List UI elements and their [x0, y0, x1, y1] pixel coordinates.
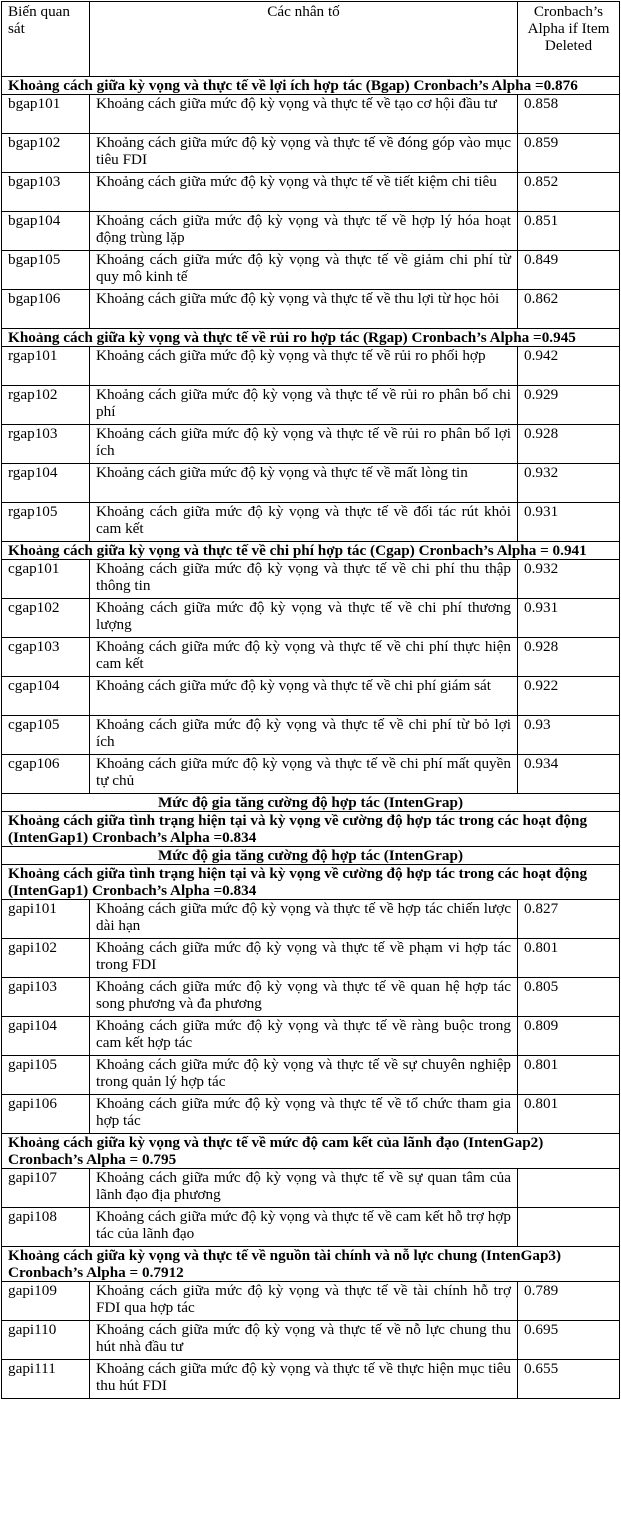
variable-code: cgap102: [2, 599, 90, 638]
section-title: Khoảng cách giữa kỳ vọng và thực tế về chi phí hợp tác (Cgap) Cronbach’s Alpha = 0.941: [2, 542, 620, 560]
table-row: [2, 560, 620, 599]
variable-code: gapi106: [2, 1095, 90, 1134]
table-row: [2, 425, 620, 464]
alpha-if-deleted: [518, 1208, 620, 1247]
section-title: Mức độ gia tăng cường độ hợp tác (IntenGrap): [2, 847, 620, 865]
table-row: [2, 1056, 620, 1095]
section-title: Khoảng cách giữa kỳ vọng và thực tế về mức độ cam kết của lãnh đạo (IntenGap2) Cronbach’s Alpha = 0.795: [2, 1134, 620, 1169]
factor-description: Khoảng cách giữa mức độ kỳ vọng và thực tế về hợp lý hóa hoạt động trùng lặp: [90, 212, 518, 251]
cronbach-alpha-table: [1, 1, 620, 1399]
variable-code: gapi110: [2, 1321, 90, 1360]
variable-code: rgap105: [2, 503, 90, 542]
table-row: [2, 939, 620, 978]
factor-description: Khoảng cách giữa mức độ kỳ vọng và thực tế về chi phí thương lượng: [90, 599, 518, 638]
table-row: [2, 1321, 620, 1360]
section-header-row: [2, 1134, 620, 1169]
alpha-if-deleted: 0.932: [518, 464, 620, 503]
alpha-if-deleted: 0.801: [518, 1056, 620, 1095]
section-title: Khoảng cách giữa kỳ vọng và thực tế về rủi ro hợp tác (Rgap) Cronbach’s Alpha =0.945: [2, 329, 620, 347]
section-header-row: [2, 1247, 620, 1282]
table-row: [2, 251, 620, 290]
variable-code: gapi111: [2, 1360, 90, 1399]
section-header-row: [2, 542, 620, 560]
header-alpha-if-deleted: Cronbach’s Alpha if Item Deleted: [518, 2, 620, 77]
table-row: [2, 1282, 620, 1321]
factor-description: Khoảng cách giữa mức độ kỳ vọng và thực tế về chi phí giám sát: [90, 677, 518, 716]
section-title: Khoảng cách giữa kỳ vọng và thực tế về lợi ích hợp tác (Bgap) Cronbach’s Alpha =0.876: [2, 77, 620, 95]
variable-code: cgap104: [2, 677, 90, 716]
header-factors: Các nhân tố: [90, 2, 518, 77]
factor-description: Khoảng cách giữa mức độ kỳ vọng và thực tế về rủi ro phối hợp: [90, 347, 518, 386]
table-row: [2, 1208, 620, 1247]
factor-description: Khoảng cách giữa mức độ kỳ vọng và thực tế về hợp tác chiến lược dài hạn: [90, 900, 518, 939]
factor-description: Khoảng cách giữa mức độ kỳ vọng và thực tế về rủi ro phân bổ lợi ích: [90, 425, 518, 464]
alpha-if-deleted: 0.932: [518, 560, 620, 599]
section-header-row: [2, 812, 620, 847]
table-row: [2, 464, 620, 503]
variable-code: gapi108: [2, 1208, 90, 1247]
header-variable: Biến quan sát: [2, 2, 90, 77]
factor-description: Khoảng cách giữa mức độ kỳ vọng và thực tế về nỗ lực chung thu hút nhà đầu tư: [90, 1321, 518, 1360]
factor-description: Khoảng cách giữa mức độ kỳ vọng và thực tế về chi phí thu thập thông tin: [90, 560, 518, 599]
variable-code: rgap103: [2, 425, 90, 464]
variable-code: bgap101: [2, 95, 90, 134]
section-header-row: [2, 794, 620, 812]
table-row: [2, 716, 620, 755]
variable-code: rgap104: [2, 464, 90, 503]
variable-code: bgap105: [2, 251, 90, 290]
variable-code: rgap101: [2, 347, 90, 386]
alpha-if-deleted: 0.655: [518, 1360, 620, 1399]
variable-code: gapi105: [2, 1056, 90, 1095]
alpha-if-deleted: 0.801: [518, 1095, 620, 1134]
factor-description: Khoảng cách giữa mức độ kỳ vọng và thực tế về quan hệ hợp tác song phương và đa phương: [90, 978, 518, 1017]
factor-description: Khoảng cách giữa mức độ kỳ vọng và thực tế về thực hiện mục tiêu thu hút FDI: [90, 1360, 518, 1399]
factor-description: Khoảng cách giữa mức độ kỳ vọng và thực tế về sự chuyên nghiệp trong quản lý hợp tác: [90, 1056, 518, 1095]
alpha-if-deleted: 0.849: [518, 251, 620, 290]
variable-code: gapi102: [2, 939, 90, 978]
section-header-row: [2, 865, 620, 900]
table-row: [2, 503, 620, 542]
alpha-if-deleted: 0.858: [518, 95, 620, 134]
factor-description: Khoảng cách giữa mức độ kỳ vọng và thực tế về tổ chức tham gia hợp tác: [90, 1095, 518, 1134]
alpha-if-deleted: 0.862: [518, 290, 620, 329]
factor-description: Khoảng cách giữa mức độ kỳ vọng và thực tế về đóng góp vào mục tiêu FDI: [90, 134, 518, 173]
section-title: Khoảng cách giữa tình trạng hiện tại và kỳ vọng về cường độ hợp tác trong các hoạt động (IntenGap1) Cronbach’s Alpha =0.834: [2, 812, 620, 847]
table-row: [2, 1360, 620, 1399]
factor-description: Khoảng cách giữa mức độ kỳ vọng và thực tế về chi phí mất quyền tự chủ: [90, 755, 518, 794]
table-row: [2, 1017, 620, 1056]
section-title: Khoảng cách giữa kỳ vọng và thực tế về nguồn tài chính và nỗ lực chung (IntenGap3) Cronbach’s Alpha = 0.7912: [2, 1247, 620, 1282]
factor-description: Khoảng cách giữa mức độ kỳ vọng và thực tế về chi phí từ bỏ lợi ích: [90, 716, 518, 755]
alpha-if-deleted: 0.809: [518, 1017, 620, 1056]
alpha-if-deleted: 0.851: [518, 212, 620, 251]
factor-description: Khoảng cách giữa mức độ kỳ vọng và thực tế về tạo cơ hội đầu tư: [90, 95, 518, 134]
factor-description: Khoảng cách giữa mức độ kỳ vọng và thực tế về giảm chi phí từ quy mô kinh tế: [90, 251, 518, 290]
variable-code: bgap103: [2, 173, 90, 212]
table-row: [2, 1095, 620, 1134]
table-row: [2, 347, 620, 386]
alpha-if-deleted: 0.934: [518, 755, 620, 794]
factor-description: Khoảng cách giữa mức độ kỳ vọng và thực tế về phạm vi hợp tác trong FDI: [90, 939, 518, 978]
table-row: [2, 95, 620, 134]
alpha-if-deleted: 0.931: [518, 503, 620, 542]
variable-code: cgap106: [2, 755, 90, 794]
table-row: [2, 134, 620, 173]
section-header-row: [2, 77, 620, 95]
alpha-if-deleted: 0.695: [518, 1321, 620, 1360]
alpha-if-deleted: 0.931: [518, 599, 620, 638]
variable-code: bgap102: [2, 134, 90, 173]
alpha-if-deleted: [518, 1169, 620, 1208]
variable-code: bgap104: [2, 212, 90, 251]
variable-code: rgap102: [2, 386, 90, 425]
variable-code: gapi103: [2, 978, 90, 1017]
table-row: [2, 638, 620, 677]
alpha-if-deleted: 0.942: [518, 347, 620, 386]
factor-description: Khoảng cách giữa mức độ kỳ vọng và thực tế về rủi ro phân bổ chi phí: [90, 386, 518, 425]
variable-code: cgap105: [2, 716, 90, 755]
table-row: [2, 212, 620, 251]
table-row: [2, 290, 620, 329]
alpha-if-deleted: 0.801: [518, 939, 620, 978]
table-row: [2, 755, 620, 794]
table-row: [2, 386, 620, 425]
factor-description: Khoảng cách giữa mức độ kỳ vọng và thực tế về cam kết hỗ trợ hợp tác của lãnh đạo: [90, 1208, 518, 1247]
variable-code: gapi109: [2, 1282, 90, 1321]
alpha-if-deleted: 0.859: [518, 134, 620, 173]
variable-code: gapi104: [2, 1017, 90, 1056]
variable-code: gapi101: [2, 900, 90, 939]
alpha-if-deleted: 0.928: [518, 425, 620, 464]
alpha-if-deleted: 0.929: [518, 386, 620, 425]
alpha-if-deleted: 0.805: [518, 978, 620, 1017]
factor-description: Khoảng cách giữa mức độ kỳ vọng và thực tế về đối tác rút khỏi cam kết: [90, 503, 518, 542]
table-row: [2, 677, 620, 716]
factor-description: Khoảng cách giữa mức độ kỳ vọng và thực tế về ràng buộc trong cam kết hợp tác: [90, 1017, 518, 1056]
factor-description: Khoảng cách giữa mức độ kỳ vọng và thực tế về tiết kiệm chi tiêu: [90, 173, 518, 212]
factor-description: Khoảng cách giữa mức độ kỳ vọng và thực tế về chi phí thực hiện cam kết: [90, 638, 518, 677]
alpha-if-deleted: 0.852: [518, 173, 620, 212]
table-row: [2, 900, 620, 939]
table-row: [2, 599, 620, 638]
alpha-if-deleted: 0.789: [518, 1282, 620, 1321]
factor-description: Khoảng cách giữa mức độ kỳ vọng và thực tế về sự quan tâm của lãnh đạo địa phương: [90, 1169, 518, 1208]
factor-description: Khoảng cách giữa mức độ kỳ vọng và thực tế về thu lợi từ học hỏi: [90, 290, 518, 329]
factor-description: Khoảng cách giữa mức độ kỳ vọng và thực tế về tài chính hỗ trợ FDI qua hợp tác: [90, 1282, 518, 1321]
section-title: Khoảng cách giữa tình trạng hiện tại và kỳ vọng về cường độ hợp tác trong các hoạt động (IntenGap1) Cronbach’s Alpha =0.834: [2, 865, 620, 900]
alpha-if-deleted: 0.827: [518, 900, 620, 939]
alpha-if-deleted: 0.93: [518, 716, 620, 755]
table-row: [2, 978, 620, 1017]
factor-description: Khoảng cách giữa mức độ kỳ vọng và thực tế về mất lòng tin: [90, 464, 518, 503]
alpha-if-deleted: 0.922: [518, 677, 620, 716]
table-row: [2, 1169, 620, 1208]
section-title: Mức độ gia tăng cường độ hợp tác (IntenGrap): [2, 794, 620, 812]
alpha-if-deleted: 0.928: [518, 638, 620, 677]
section-header-row: [2, 847, 620, 865]
table-header-row: [2, 2, 620, 77]
variable-code: cgap101: [2, 560, 90, 599]
table-row: [2, 173, 620, 212]
section-header-row: [2, 329, 620, 347]
variable-code: gapi107: [2, 1169, 90, 1208]
variable-code: bgap106: [2, 290, 90, 329]
variable-code: cgap103: [2, 638, 90, 677]
